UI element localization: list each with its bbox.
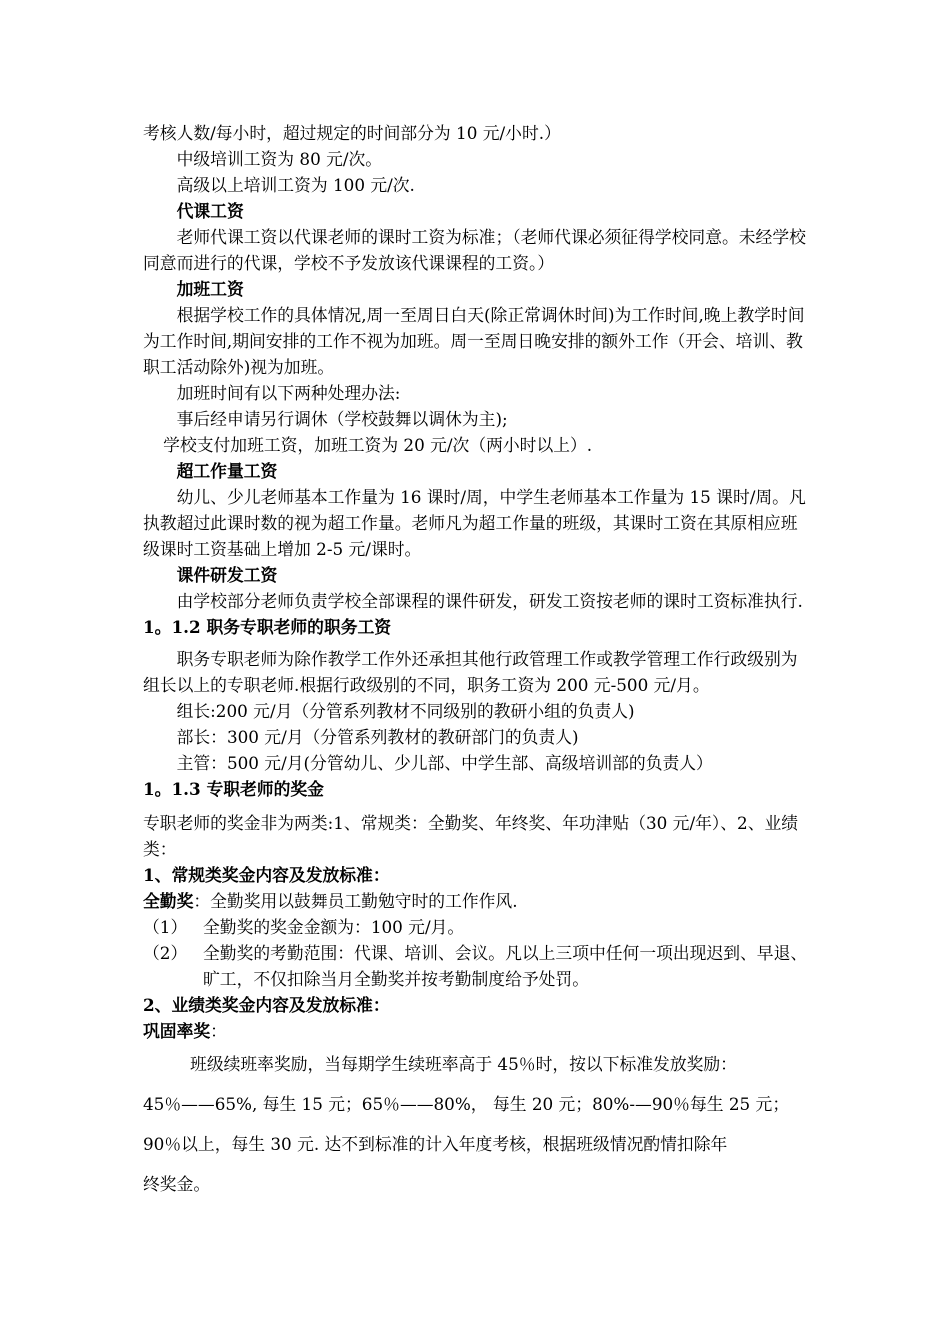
paragraph-courseware: 由学校部分老师负责学校全部课程的课件研发，研发工资按老师的课时工资标准执行. (176, 591, 803, 611)
document-body (143, 120, 813, 1204)
paragraph-mid-training-pay: 中级培训工资为 80 元/次。 (176, 149, 383, 169)
list-item-text: 全勤奖的考勤范围：代课、培训、会议。凡以上三项中任何一项出现迟到、早退、旷工，不仅扣除当月全勤奖并按考勤制度给予处罚。 (203, 943, 808, 989)
paragraph-overtime-method-2: 学校支付加班工资，加班工资为 20 元/次（两小时以上）. (163, 435, 593, 455)
heading-performance-bonus: 2、业绩类奖金内容及发放标准： (143, 995, 390, 1015)
paragraph-department-head: 部长：300 元/月（分管系列教材的教研部门的负责人) (176, 727, 579, 747)
paragraph-group-leader: 组长:200 元/月（分管系列教材不同级别的教研小组的负责人) (176, 701, 635, 721)
paragraph-retention-tiers-1: 45％——65%, 每生 15 元；65％——80%， 每生 20 元；80%-—90％每生 25 元； (143, 1094, 790, 1114)
paragraph-retention-rule: 班级续班率奖励，当每期学生续班率高于 45％时，按以下标准发放奖励： (190, 1054, 737, 1074)
paragraph-overtime-method-1: 事后经申请另行调休（学校鼓舞以调休为主); (176, 409, 508, 429)
retention-award-label: 巩固率奖 (143, 1021, 211, 1041)
full-attendance-label: 全勤奖 (143, 891, 194, 911)
paragraph-supervisor: 主管：500 元/月(分管幼儿、少儿部、中学生部、高级培训部的负责人） (176, 753, 713, 773)
paragraph-overtime-methods: 加班时间有以下两种处理办法: (176, 383, 401, 403)
list-item-number: （1） (143, 917, 188, 937)
list-item (143, 914, 813, 940)
heading-courseware-pay: 课件研发工资 (176, 565, 278, 585)
paragraph-exam-count: 考核人数/每小时，超过规定的时间部分为 10 元/小时.） (143, 123, 561, 143)
heading-substitute-pay: 代课工资 (176, 201, 244, 221)
heading-section-1-1-3: 1。1.3 专职老师的奖金 (143, 779, 324, 799)
heading-regular-bonus: 1、常规类奖金内容及发放标准： (143, 865, 390, 885)
paragraph-full-attendance (143, 888, 813, 914)
paragraph-substitute-pay: 老师代课工资以代课老师的课时工资为标准；（老师代课必须征得学校同意。未经学校同意而进行的代课，学校不予发放该代课课程的工资。） (143, 227, 806, 273)
heading-extra-workload-pay: 超工作量工资 (176, 461, 278, 481)
paragraph-extra-workload: 幼儿、少儿老师基本工作量为 16 课时/周，中学生老师基本工作量为 15 课时/周。凡执教超过此课时数的视为超工作量。老师凡为超工作量的班级，其课时工资在其原相应班级课时工资基础上增加 2-5 元/课时。 (143, 487, 806, 559)
paragraph-bonus-types: 专职老师的奖金非为两类:1、常规类：全勤奖、年终奖、年功津贴（30 元/年）、2、业绩类： (143, 813, 799, 859)
full-attendance-text: ：全勤奖用以鼓舞员工勤勉守时的工作作风. (193, 891, 518, 911)
heading-section-1-1-2: 1。1.2 职务专职老师的职务工资 (143, 617, 392, 637)
paragraph-retention-award-heading (143, 1018, 813, 1044)
paragraph-overtime-definition: 根据学校工作的具体情况,周一至周日白天(除正常调休时间)为工作时间,晚上教学时间为工作时间,期间安排的工作不视为加班。周一至周日晚安排的额外工作（开会、培训、教职工活动除外)视为加班。 (143, 305, 805, 377)
paragraph-senior-training-pay: 高级以上培训工资为 100 元/次. (176, 175, 415, 195)
list-item (143, 940, 813, 992)
paragraph-retention-tiers-2: 90％以上，每生 30 元. 达不到标准的计入年度考核，根据班级情况酌情扣除年 (143, 1134, 728, 1154)
paragraph-position-salary: 职务专职老师为除作教学工作外还承担其他行政管理工作或教学管理工作行政级别为组长以上的专职老师.根据行政级别的不同，职务工资为 200 元-500 元/月。 (143, 649, 798, 695)
retention-award-colon: ： (210, 1021, 227, 1041)
paragraph-retention-tiers-3: 终奖金。 (143, 1174, 211, 1194)
list-item-text: 全勤奖的奖金金额为：100 元/月。 (203, 917, 465, 937)
list-item-number: （2） (143, 943, 188, 963)
heading-overtime-pay: 加班工资 (176, 279, 244, 299)
